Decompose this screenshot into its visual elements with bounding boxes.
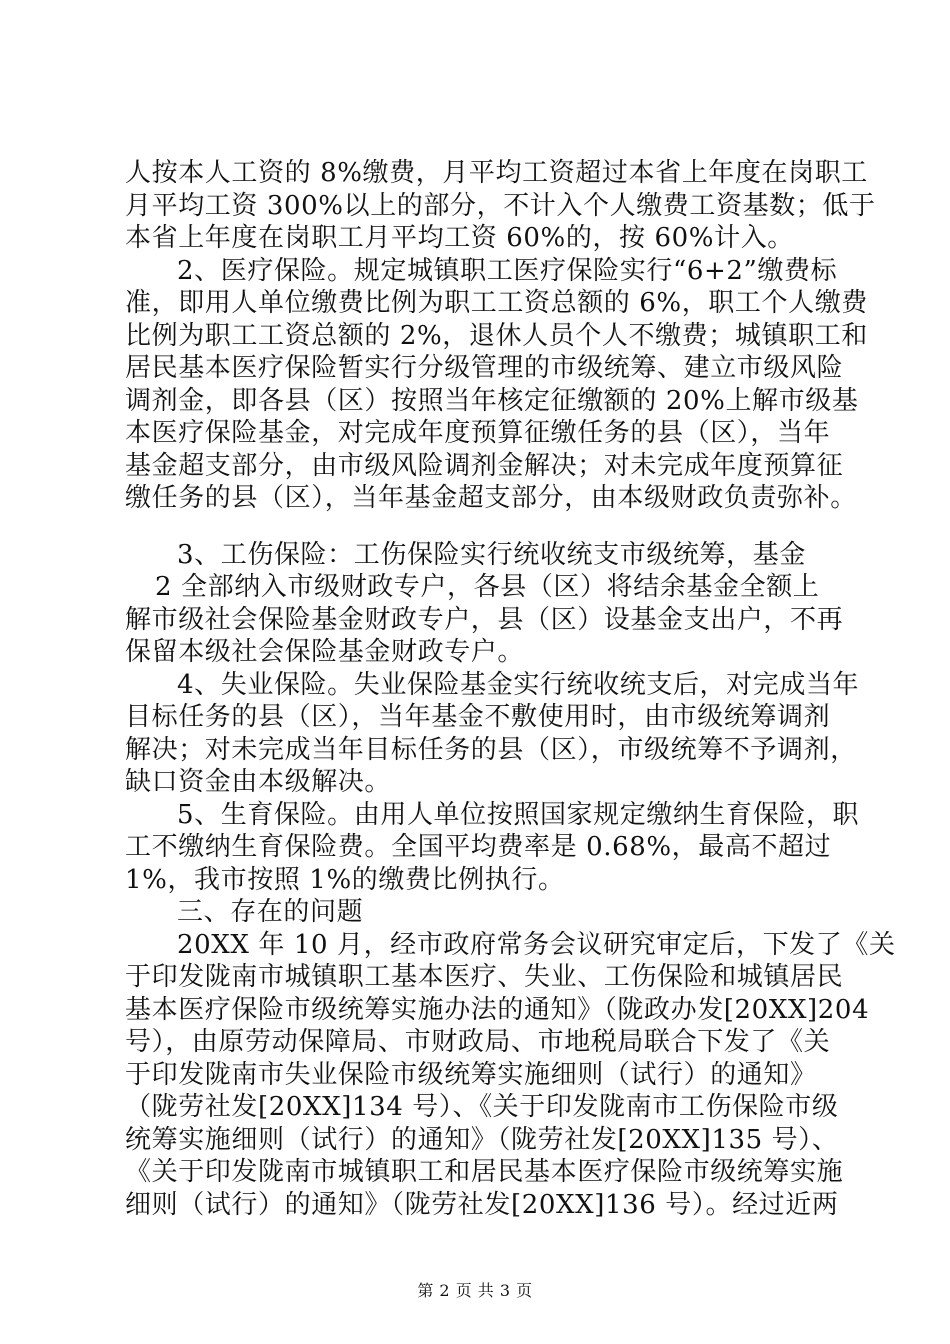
document-body xyxy=(125,157,896,1221)
text-line: 细则（试行）的通知》（陇劳社发[20XX]136 号）。经过近两 xyxy=(125,1189,839,1220)
paragraph-medical-insurance: 2、医疗保险。规定城镇职工医疗保险实行“6+2”缴费标 xyxy=(177,255,838,286)
text-line: 《关于印发陇南市城镇职工和居民基本医疗保险市级统筹实施 xyxy=(125,1157,844,1187)
text-line: （陇劳社发[20XX]134 号）、《关于印发陇南市工伤保险市级 xyxy=(125,1092,839,1122)
text-line: 居民基本医疗保险暂实行分级管理的市级统筹、建立市级风险 xyxy=(125,353,844,383)
text-line: 缴任务的县（区），当年基金超支部分，由本级财政负责弥补。 xyxy=(125,483,857,513)
text-line: 1%，我市按照 1%的缴费比例执行。 xyxy=(125,864,565,895)
text-line: 于印发陇南市城镇职工基本医疗、失业、工伤保险和城镇居民 xyxy=(125,962,844,992)
text-line: 本医疗保险基金，对完成年度预算征缴任务的县（区），当年 xyxy=(125,418,831,448)
text-line: 2 全部纳入市级财政专户，各县（区）将结余基金全额上 xyxy=(155,572,820,602)
text-line: 于印发陇南市失业保险市级统筹实施细则（试行）的通知》 xyxy=(125,1059,817,1090)
page-number-footer: 第 2 页 共 3 页 xyxy=(417,1281,533,1300)
text-line: 本省上年度在岗职工月平均工资 60%的，按 60%计入。 xyxy=(125,223,794,253)
text-line: 解决；对未完成当年目标任务的县（区），市级统筹不予调剂， xyxy=(125,734,857,765)
text-line: 基本医疗保险市级统筹实施办法的通知》（陇政办发[20XX]204 xyxy=(125,994,870,1025)
text-line: 目标任务的县（区），当年基金不敷使用时，由市级统筹调剂 xyxy=(125,702,831,732)
section-heading: 三、存在的问题 xyxy=(177,897,364,927)
paragraph-injury-insurance: 3、工伤保险：工伤保险实行统收统支市级统筹，基金 xyxy=(177,539,806,570)
paragraph-problems: 20XX 年 10 月，经市政府常务会议研究审定后，下发了《关 xyxy=(177,929,896,960)
text-line: 人按本人工资的 8%缴费，月平均工资超过本省上年度在岗职工 xyxy=(125,158,868,188)
text-line: 统筹实施细则（试行）的通知》（陇劳社发[20XX]135 号）、 xyxy=(125,1124,839,1155)
paragraph-maternity-insurance: 5、生育保险。由用人单位按照国家规定缴纳生育保险，职 xyxy=(177,799,860,830)
paragraph-unemployment-insurance: 4、失业保险。失业保险基金实行统收统支后，对完成当年 xyxy=(177,669,860,700)
text-line: 工不缴纳生育保险费。全国平均费率是 0.68%，最高不超过 xyxy=(125,832,832,862)
text-line: 基金超支部分，由市级风险调剂金解决；对未完成年度预算征 xyxy=(125,450,844,481)
text-line: 保留本级社会保险基金财政专户。 xyxy=(125,637,525,667)
text-line: 调剂金，即各县（区）按照当年核定征缴额的 20%上解市级基 xyxy=(125,385,859,416)
text-line: 比例为职工工资总额的 2%，退休人员个人不缴费；城镇职工和 xyxy=(125,320,868,351)
text-line: 准，即用人单位缴费比例为职工工资总额的 6%，职工个人缴费 xyxy=(125,288,868,318)
text-line: 号），由原劳动保障局、市财政局、市地税局联合下发了《关 xyxy=(125,1027,831,1057)
text-line: 解市级社会保险基金财政专户，县（区）设基金支出户，不再 xyxy=(125,604,844,635)
text-line: 月平均工资 300%以上的部分，不计入个人缴费工资基数；低于 xyxy=(125,190,876,221)
text-line: 缺口资金由本级解决。 xyxy=(125,767,392,797)
